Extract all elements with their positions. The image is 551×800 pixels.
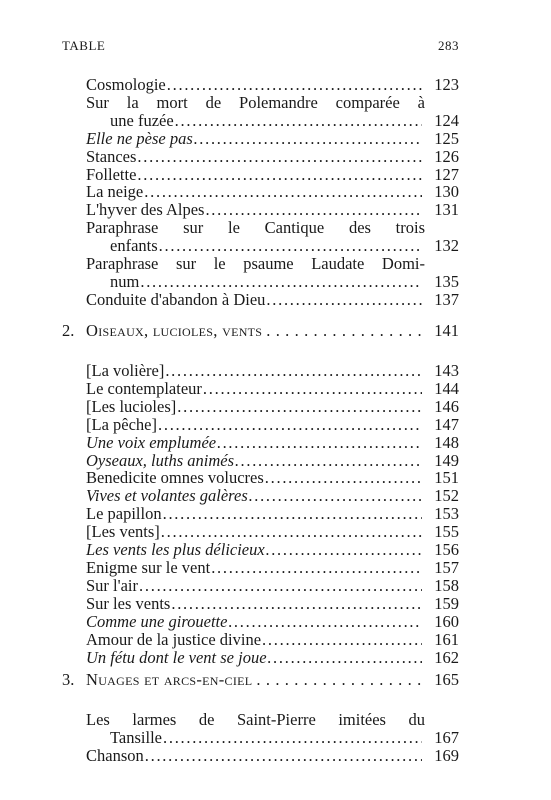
entry-title: Oyseaux, luths animés [86,450,235,470]
toc-entry [86,487,459,505]
dot-leader [266,291,422,309]
entry-page-number: 131 [434,200,459,220]
dot-leader [167,76,422,94]
entry-title: enfants [110,236,158,256]
dot-leader [177,398,422,416]
section-title: Oiseaux, lucioles, vents [86,321,263,340]
toc-entry [86,166,459,184]
entry-title: num [110,271,140,291]
entry-page-number: 159 [434,593,459,613]
toc-entry [86,201,459,219]
section-number: 2. [62,321,75,340]
toc-entry [86,76,459,94]
entry-page-number: 132 [434,236,459,256]
entry-page-number: 169 [434,745,459,765]
entry-page-number: 147 [434,414,459,434]
toc-entry [86,434,459,452]
dot-leader [171,595,422,613]
entry-title: [Les vents] [86,522,160,542]
toc-entry [86,523,459,541]
entry-page-number: 161 [434,629,459,649]
toc-group [62,671,459,765]
toc-entry [86,711,459,747]
toc-entry [86,631,459,649]
entry-title-line: Paraphrase sur le Cantique des trois [86,218,425,238]
dot-leader [137,166,422,184]
entry-page-number: 127 [434,164,459,184]
entry-page-number: 125 [434,128,459,148]
entry-title: Amour de la justice divine [86,629,262,649]
toc-entry [86,94,459,130]
dot-leader [266,541,422,559]
dot-leader [163,729,422,747]
dot-leader [256,671,422,689]
entry-title: Une voix emplumée [86,432,217,452]
entry-title: Le contemplateur [86,378,202,398]
entry-title: Un fétu dont le vent se joue [86,647,267,667]
header-page-number: 283 [438,38,459,53]
entry-title: Les vents les plus délicieux [86,540,265,560]
toc-entry [86,469,459,487]
toc-entry [86,541,459,559]
entry-title: Vives et volantes galères [86,486,248,506]
entry-page-number: 157 [434,557,459,577]
entry-title: une fuzée [110,110,174,130]
toc-entry [86,219,459,255]
table-of-contents [62,0,459,800]
entry-title: Sur l'air [86,575,139,595]
entry-title: [La pêche] [86,414,157,434]
dot-leader [161,523,422,541]
entry-title: Follette [86,164,137,184]
toc-entry [86,747,459,765]
section-number: 3. [62,670,75,689]
dot-leader [262,631,422,649]
toc-entry [86,362,459,380]
dot-leader [139,577,422,595]
entry-page-number: 153 [434,504,459,524]
toc-entry [86,130,459,148]
entry-title: Cosmologie [86,75,166,94]
dot-leader [194,130,422,148]
entry-title: La neige [86,182,144,202]
toc-entry [86,452,459,470]
entry-title: [La volière] [86,361,165,380]
dot-leader [205,201,422,219]
toc-group [62,322,459,666]
toc-entry [86,148,459,166]
entry-page-number: 126 [434,146,459,166]
entry-page-number: 167 [434,727,459,747]
entry-title-line: Sur la mort de Polemandre comparée à [86,92,425,112]
dot-leader [235,452,422,470]
entry-page-number: 156 [434,540,459,560]
toc-entry [86,416,459,434]
entry-page-number: 158 [434,575,459,595]
entry-page-number: 151 [434,468,459,488]
dot-leader [145,747,422,765]
entry-page-number: 162 [434,647,459,667]
toc-entry [86,380,459,398]
entry-title: Stances [86,146,137,166]
entry-title: Elle ne pèse pas [86,128,193,148]
entry-page-number: 160 [434,611,459,631]
section-page-number: 141 [434,321,459,340]
toc-entry [86,183,459,201]
entry-title: Tansille [110,727,162,747]
dot-leader [266,322,422,340]
section-heading [62,322,459,340]
entry-title: [Les lucioles] [86,396,177,416]
entry-page-number: 155 [434,522,459,542]
entry-page-number: 148 [434,432,459,452]
entry-page-number: 143 [434,361,459,380]
dot-leader [228,613,422,631]
dot-leader [159,237,422,255]
entry-title: Conduite d'abandon à Dieu [86,289,266,309]
entry-page-number: 146 [434,396,459,416]
dot-leader [158,416,422,434]
entry-page-number: 144 [434,378,459,398]
section-heading [62,671,459,689]
entry-page-number: 137 [434,289,459,309]
toc-entry [86,559,459,577]
entry-page-number: 130 [434,182,459,202]
dot-leader [203,380,422,398]
dot-leader [140,273,422,291]
header-title: TABLE [62,38,106,53]
toc-entry [86,255,459,291]
entry-page-number: 135 [434,271,459,291]
toc-entry [86,613,459,631]
section-page-number: 165 [434,670,459,689]
dot-leader [268,649,422,667]
entry-title: L'hyver des Alpes [86,200,205,220]
entry-title-line: Paraphrase sur le psaume Laudate Domi- [86,254,425,274]
toc-entry [86,505,459,523]
toc-group [62,76,459,309]
entry-page-number: 123 [434,75,459,94]
toc-entry [86,577,459,595]
toc-entry [86,291,459,309]
entry-title: Enigme sur le vent [86,557,211,577]
dot-leader [137,148,422,166]
dot-leader [211,559,422,577]
entry-title: Comme une girouette [86,611,228,631]
dot-leader [165,362,422,380]
toc-entry [86,398,459,416]
dot-leader [217,434,422,452]
dot-leader [163,505,422,523]
entry-title-line: Les larmes de Saint-Pierre imitées du [86,710,425,729]
entry-page-number: 152 [434,486,459,506]
entry-title: Le papillon [86,504,162,524]
entry-page-number: 149 [434,450,459,470]
dot-leader [175,112,422,130]
toc-entry [86,595,459,613]
entry-title: Benedicite omnes volucres [86,468,264,488]
entry-title: Chanson [86,745,144,765]
entry-page-number: 124 [434,110,459,130]
entry-title: Sur les vents [86,593,171,613]
dot-leader [249,487,422,505]
dot-leader [144,183,422,201]
toc-entry [86,649,459,667]
dot-leader [265,469,422,487]
section-title: Nuages et arcs-en-ciel [86,670,253,689]
